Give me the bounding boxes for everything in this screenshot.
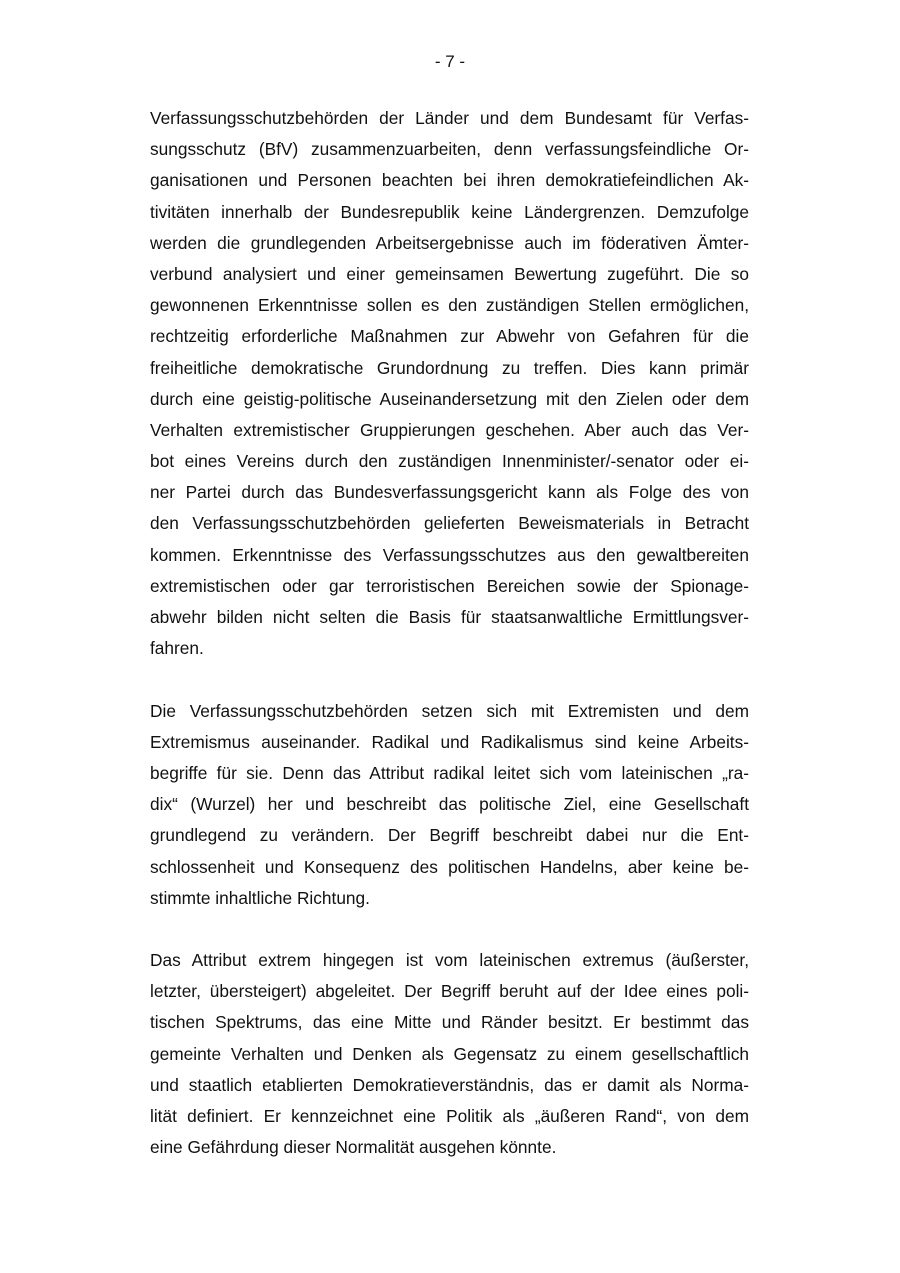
text-line: dix“ (Wurzel) her und beschreibt das politische Ziel, eine Gesellschaft — [150, 794, 749, 815]
text-line: Die Verfassungsschutzbehörden setzen sich mit Extremisten und dem — [150, 700, 749, 721]
paragraph-3 — [150, 945, 749, 1163]
text-line: stimmte inhaltliche Richtung. — [150, 887, 370, 908]
text-line: bot eines Vereins durch den zuständigen Innenminister/-senator oder ei- — [150, 451, 749, 472]
text-line: begriffe für sie. Denn das Attribut radikal leitet sich vom lateinischen „ra- — [150, 762, 749, 783]
text-line: den Verfassungsschutzbehörden gelieferten Beweismaterials in Betracht — [150, 513, 749, 534]
text-line: tischen Spektrums, das eine Mitte und Ränder besitzt. Er bestimmt das — [150, 1012, 749, 1033]
text-line: fahren. — [150, 638, 204, 659]
text-line: ganisationen und Personen beachten bei ihren demokratiefeindlichen Ak- — [150, 170, 749, 191]
text-line: Verhalten extremistischer Gruppierungen geschehen. Aber auch das Ver- — [150, 419, 749, 440]
text-line: gewonnenen Erkenntnisse sollen es den zuständigen Stellen ermöglichen, — [150, 295, 749, 316]
text-line: tivitäten innerhalb der Bundesrepublik keine Ländergrenzen. Demzufolge — [150, 201, 749, 222]
text-line: Das Attribut extrem hingegen ist vom lateinischen extremus (äußerster, — [150, 950, 749, 971]
text-line: Verfassungsschutzbehörden der Länder und dem Bundesamt für Verfas- — [150, 108, 749, 128]
text-line: extremistischen oder gar terroristischen Bereichen sowie der Spionage- — [150, 575, 749, 596]
text-line: und staatlich etablierten Demokratieverständnis, das er damit als Norma- — [150, 1074, 749, 1095]
text-line: schlossenheit und Konsequenz des politischen Handelns, aber keine be- — [150, 856, 749, 877]
text-line: abwehr bilden nicht selten die Basis für staatsanwaltliche Ermittlungsver- — [150, 607, 749, 627]
text-line: verbund analysiert und einer gemeinsamen Bewertung zugeführt. Die so — [150, 263, 749, 284]
text-line: werden die grundlegenden Arbeitsergebnisse auch im föderativen Ämter- — [150, 232, 749, 253]
text-line: rechtzeitig erforderliche Maßnahmen zur Abwehr von Gefahren für die — [150, 326, 749, 347]
text-line: freiheitliche demokratische Grundordnung zu treffen. Dies kann primär — [150, 357, 749, 378]
page-number: - 7 - — [434, 52, 466, 71]
text-line: eine Gefährdung dieser Normalität ausgehen könnte. — [150, 1137, 557, 1158]
body-text — [150, 103, 749, 1163]
text-line: ner Partei durch das Bundesverfassungsgericht kann als Folge des von — [150, 482, 749, 503]
text-line: gemeinte Verhalten und Denken als Gegensatz zu einem gesellschaftlich — [150, 1043, 749, 1064]
text-line: durch eine geistig-politische Auseinandersetzung mit den Zielen oder dem — [150, 388, 749, 409]
paragraph-1 — [150, 103, 749, 664]
text-line: kommen. Erkenntnisse des Verfassungsschutzes aus den gewaltbereiten — [150, 544, 749, 565]
text-line: sungsschutz (BfV) zusammenzuarbeiten, denn verfassungsfeindliche Or- — [150, 139, 749, 160]
paragraph-2 — [150, 696, 749, 914]
text-line: lität definiert. Er kennzeichnet eine Politik als „äußeren Rand“, von dem — [150, 1106, 749, 1126]
paragraph-gap — [150, 664, 749, 695]
paragraph-gap — [150, 914, 749, 945]
text-line: grundlegend zu verändern. Der Begriff beschreibt dabei nur die Ent- — [150, 825, 749, 846]
text-line: Extremismus auseinander. Radikal und Radikalismus sind keine Arbeits- — [150, 731, 749, 752]
text-line: letzter, übersteigert) abgeleitet. Der Begriff beruht auf der Idee eines poli- — [150, 981, 749, 1002]
